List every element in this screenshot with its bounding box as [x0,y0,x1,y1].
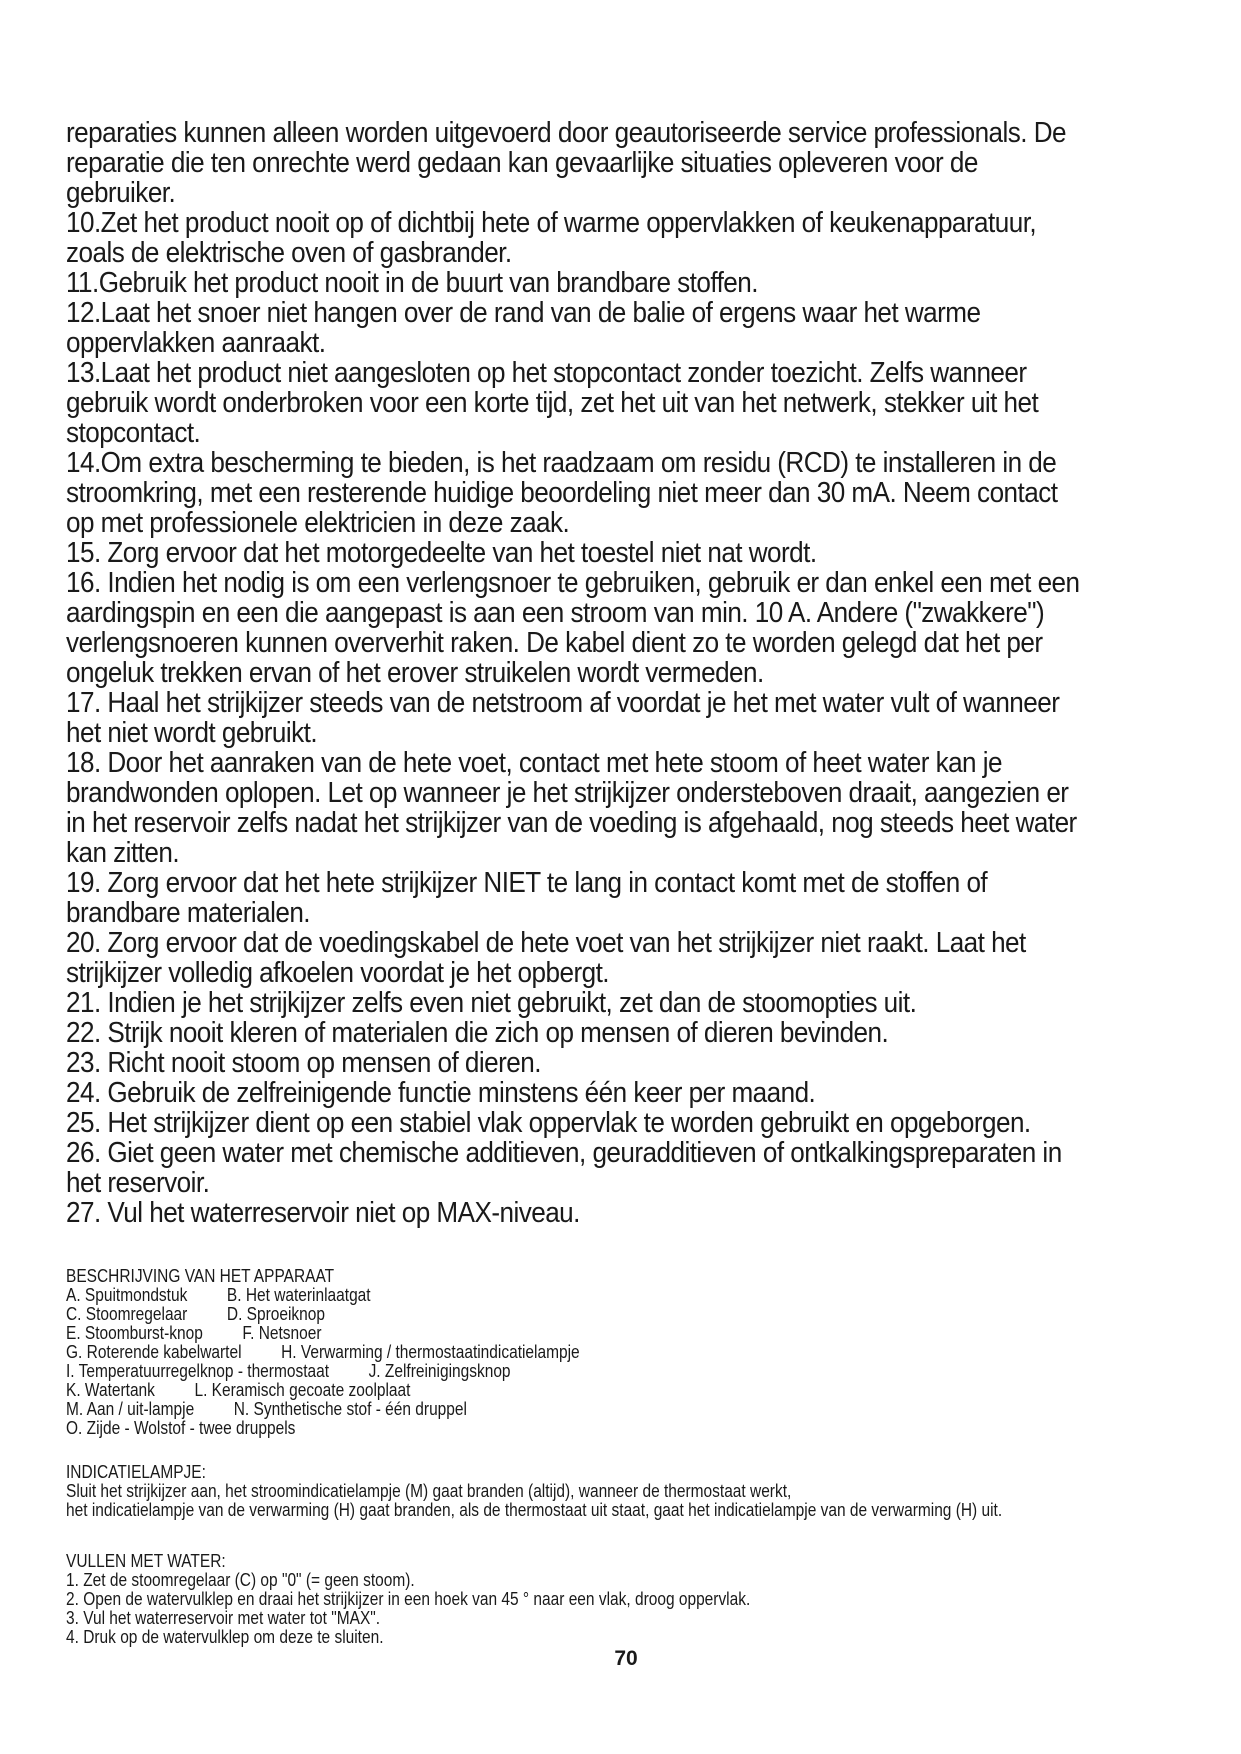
filling-step: 3. Vul het waterreservoir met water tot "MAX". [66,1608,381,1628]
safety-item-18-line: kan zitten. [66,837,180,869]
part-label: L. Keramisch gecoate zoolplaat [194,1380,411,1400]
part-label: C. Stoomregelaar [66,1304,188,1324]
filling-step: 1. Zet de stoomregelaar (C) op "0" (= geen stoom). [66,1570,415,1590]
safety-item-21-line: 21. Indien je het strijkijzer zelfs even niet gebruikt, zet dan de stoomopties uit. [66,987,917,1019]
part-row [66,1419,1167,1438]
part-label: O. Zijde - Wolstof - twee druppels [66,1418,296,1438]
filling-heading: VULLEN MET WATER: [66,1551,226,1571]
part-label: M. Aan / uit-lampje [66,1399,195,1419]
part-row [66,1362,1167,1381]
part-label: G. Roterende kabelwartel [66,1342,242,1362]
safety-item-25-line: 25. Het strijkijzer dient op een stabiel vlak oppervlak te worden gebruikt en opgeborgen. [66,1107,1031,1139]
safety-item-27-line: 27. Vul het waterreservoir niet op MAX-niveau. [66,1197,580,1229]
part-label: B. Het waterinlaatgat [226,1285,371,1305]
part-row [66,1286,1167,1305]
part-label: A. Spuitmondstuk [66,1285,188,1305]
safety-item-13-line: gebruik wordt onderbroken voor een korte tijd, zet het uit van het netwerk, stekker uit het [66,387,1039,419]
filling-step: 2. Open de watervulklep en draai het strijkijzer in een hoek van 45 ° naar een vlak, droog oppervlak. [66,1589,751,1609]
part-label: J. Zelfreinigingsknop [368,1361,511,1381]
safety-item-10-line: zoals de elektrische oven of gasbrander. [66,237,512,269]
safety-item-20-line: strijkijzer volledig afkoelen voordat je het opbergt. [66,957,609,989]
safety-item-11-line: 11.Gebruik het product nooit in de buurt van brandbare stoffen. [66,267,758,299]
indicator-section [66,1463,1167,1520]
safety-item-12-line: oppervlakken aanraakt. [66,327,326,359]
filling-section [66,1552,1167,1647]
safety-item-16-line: ongeluk trekken ervan of het erover struikelen wordt vermeden. [66,657,764,689]
part-label: E. Stoomburst-knop [66,1323,203,1343]
safety-item-17-line: 17. Haal het strijkijzer steeds van de netstroom af voordat je het met water vult of wanneer [66,687,1060,719]
indicator-heading: INDICATIELAMPJE: [66,1462,206,1482]
safety-item-26-line: 26. Giet geen water met chemische additieven, geuradditieven of ontkalkingspreparaten in [66,1137,1062,1169]
device-description [66,1267,1167,1438]
part-label: F. Netsnoer [242,1323,322,1343]
page-number: 70 [614,1647,638,1670]
intro-line: gebruiker. [66,177,176,209]
intro-line: reparaties kunnen alleen worden uitgevoerd door geautoriseerde service professionals. De [66,117,1067,149]
safety-item-19-line: 19. Zorg ervoor dat het hete strijkijzer NIET te lang in contact komt met de stoffen of [66,867,988,899]
part-row [66,1343,1167,1362]
part-label: N. Synthetische stof - één druppel [233,1399,467,1419]
part-label: I. Temperatuurregelknop - thermostaat [66,1361,330,1381]
safety-item-16-line: 16. Indien het nodig is om een verlengsnoer te gebruiken, gebruik er dan enkel een met een [66,567,1080,599]
safety-item-14-line: stroomkring, met een resterende huidige beoordeling niet meer dan 30 mA. Neem contact [66,477,1058,509]
safety-item-22-line: 22. Strijk nooit kleren of materialen die zich op mensen of dieren bevinden. [66,1017,889,1049]
part-row [66,1400,1167,1419]
safety-item-14-line: op met professionele elektricien in deze zaak. [66,507,570,539]
safety-item-23-line: 23. Richt nooit stoom op mensen of dieren. [66,1047,541,1079]
description-heading: BESCHRIJVING VAN HET APPARAAT [66,1266,335,1286]
safety-instructions [66,118,1196,1228]
safety-item-16-line: verlengsnoeren kunnen oververhit raken. De kabel dient zo te worden gelegd dat het per [66,627,1043,659]
safety-item-18-line: in het reservoir zelfs nadat het strijkijzer van de voeding is afgehaald, nog steeds heet water [66,807,1077,839]
safety-item-20-line: 20. Zorg ervoor dat de voedingskabel de hete voet van het strijkijzer niet raakt. Laat het [66,927,1026,959]
safety-item-18-line: brandwonden oplopen. Let op wanneer je het strijkijzer ondersteboven draait, aangezien er [66,777,1069,809]
safety-item-10-line: 10.Zet het product nooit op of dichtbij hete of warme oppervlakken of keukenapparatuur, [66,207,1037,239]
safety-item-26-line: het reservoir. [66,1167,210,1199]
safety-item-24-line: 24. Gebruik de zelfreinigende functie minstens één keer per maand. [66,1077,816,1109]
safety-item-16-line: aardingspin en een die aangepast is aan een stroom van min. 10 A. Andere ("zwakkere") [66,597,1045,629]
safety-item-17-line: het niet wordt gebruikt. [66,717,318,749]
safety-item-13-line: 13.Laat het product niet aangesloten op het stopcontact zonder toezicht. Zelfs wanneer [66,357,1027,389]
safety-item-12-line: 12.Laat het snoer niet hangen over de rand van de balie of ergens waar het warme [66,297,981,329]
safety-item-13-line: stopcontact. [66,417,201,449]
part-row [66,1305,1167,1324]
safety-item-18-line: 18. Door het aanraken van de hete voet, contact met hete stoom of heet water kan je [66,747,1002,779]
filling-step: 4. Druk op de watervulklep om deze te sluiten. [66,1627,384,1647]
intro-line: reparatie die ten onrechte werd gedaan kan gevaarlijke situaties opleveren voor de [66,147,978,179]
part-label: K. Watertank [66,1380,155,1400]
safety-item-15-line: 15. Zorg ervoor dat het motorgedeelte van het toestel niet nat wordt. [66,537,817,569]
part-row [66,1381,1167,1400]
part-row [66,1324,1167,1343]
indicator-line: het indicatielampje van de verwarming (H) gaat branden, als de thermostaat uit staat, gaat het indicatielampje van de verwarming (H) uit. [66,1500,1003,1520]
safety-item-19-line: brandbare materialen. [66,897,311,929]
part-label: D. Sproeiknop [226,1304,325,1324]
part-label: H. Verwarming / thermostaatindicatielampje [281,1342,580,1362]
safety-item-14-line: 14.Om extra bescherming te bieden, is het raadzaam om residu (RCD) te installeren in de [66,447,1057,479]
indicator-line: Sluit het strijkijzer aan, het stroomindicatielampje (M) gaat branden (altijd), wanneer de thermostaat werkt, [66,1481,792,1501]
